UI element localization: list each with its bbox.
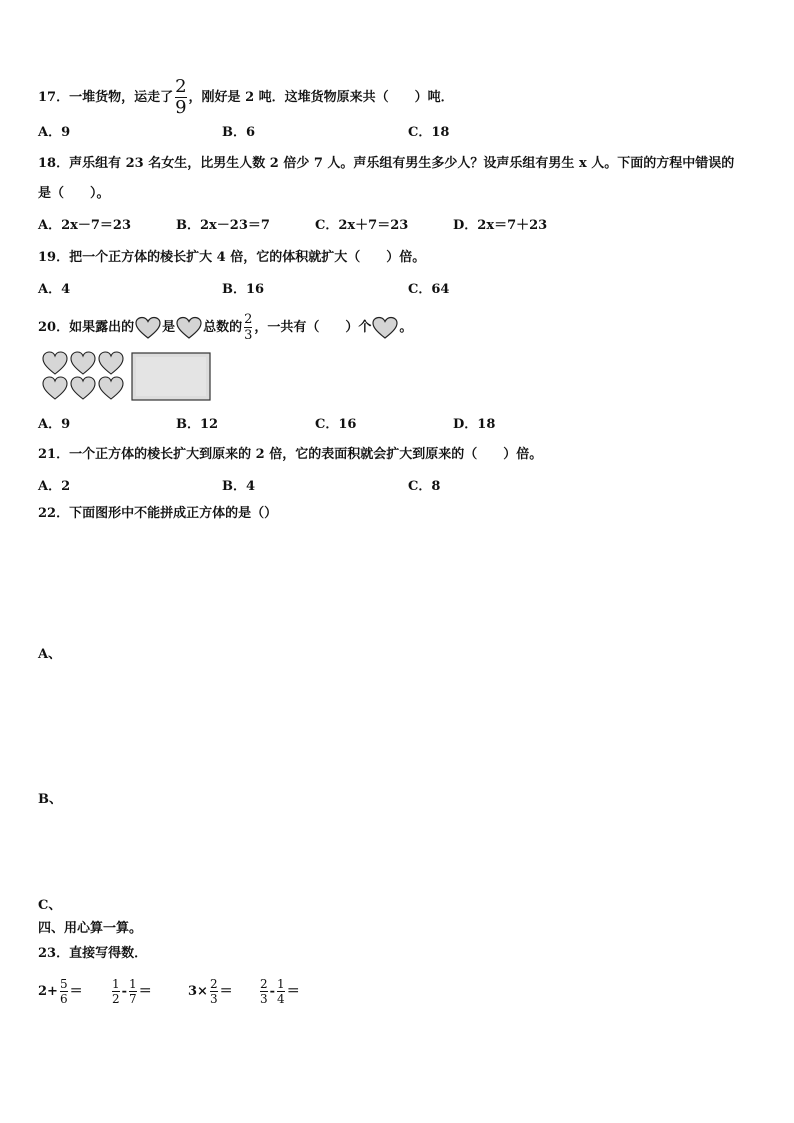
frac-den: 6 xyxy=(59,992,68,1006)
expr-prefix: 2+ xyxy=(38,984,58,999)
q23-expr-4 xyxy=(258,978,300,1005)
q21-option-b[interactable]: B．4 xyxy=(222,479,256,494)
q22-option-a[interactable]: A、 xyxy=(38,647,62,662)
q18-option-b[interactable]: B．2x－23＝7 xyxy=(176,218,270,233)
q21-option-c[interactable]: C．8 xyxy=(408,479,441,494)
q20-stem xyxy=(38,313,412,342)
q23-expr-1 xyxy=(38,978,83,1005)
q18-option-c[interactable]: C．2x＋7＝23 xyxy=(315,218,409,233)
fraction xyxy=(210,978,218,1005)
q23-expr-2 xyxy=(110,978,152,1005)
q22-option-c[interactable]: C、 xyxy=(38,898,62,913)
q17-frac-den: 9 xyxy=(175,97,187,118)
q18-option-d[interactable]: D．2x＝7＋23 xyxy=(453,218,548,233)
frac-num: 2 xyxy=(209,977,218,991)
section-heading: 四、用心算一算。 xyxy=(38,921,143,936)
expr-prefix: 3× xyxy=(188,984,208,999)
q17-option-a[interactable]: A．9 xyxy=(38,125,71,140)
fraction xyxy=(277,978,285,1005)
heart-icon xyxy=(371,316,399,340)
frac-num: 1 xyxy=(129,977,137,991)
q20-frac-num: 2 xyxy=(244,312,253,327)
q19-option-c[interactable]: C．64 xyxy=(408,282,450,297)
operator: - xyxy=(269,984,276,999)
q22-option-b[interactable]: B、 xyxy=(38,792,62,807)
q18-stem-line1: 18．声乐组有 23 名女生，比男生人数 2 倍少 7 人。声乐组有男生多少人？设声乐组有男生 x 人。下面的方程中错误的 xyxy=(38,156,735,171)
operator: - xyxy=(121,984,128,999)
heart-icon xyxy=(99,377,123,399)
q17-text-after: ，刚好是 2 吨．这堆货物原来共（ ）吨． xyxy=(188,90,454,105)
q19-option-b[interactable]: B．16 xyxy=(222,282,265,297)
q17-fraction xyxy=(175,78,186,117)
q22-stem: 22．下面图形中不能拼成正方体的是（） xyxy=(38,506,278,521)
q17-option-c[interactable]: C．18 xyxy=(408,125,450,140)
frac-den: 2 xyxy=(112,992,120,1006)
q17-text-before: 17．一堆货物，运走了 xyxy=(38,90,174,105)
frac-num: 2 xyxy=(260,977,268,991)
q19-stem: 19．把一个正方体的棱长扩大 4 倍，它的体积就扩大（ ）倍。 xyxy=(38,250,426,265)
heart-icon xyxy=(71,352,95,374)
heart-icon xyxy=(175,316,203,340)
heart-icon xyxy=(43,352,67,374)
q20-heart-figure xyxy=(40,349,215,404)
equals-sign: ＝ xyxy=(69,984,83,999)
q21-stem: 21．一个正方体的棱长扩大到原来的 2 倍，它的表面积就会扩大到原来的（ ）倍。 xyxy=(38,447,543,462)
q17-frac-num: 2 xyxy=(175,76,187,97)
equals-sign: ＝ xyxy=(138,984,152,999)
q20-text-1: 20．如果露出的 xyxy=(38,320,135,335)
q17-option-b[interactable]: B．6 xyxy=(222,125,256,140)
q20-fraction xyxy=(244,313,252,342)
q20-option-c[interactable]: C．16 xyxy=(315,417,357,432)
heart-icon xyxy=(43,377,67,399)
equals-sign: ＝ xyxy=(219,984,233,999)
q20-option-a[interactable]: A．9 xyxy=(38,417,71,432)
equals-sign: ＝ xyxy=(286,984,300,999)
fraction xyxy=(260,978,268,1005)
fraction xyxy=(112,978,120,1005)
frac-num: 1 xyxy=(112,977,120,991)
q20-option-b[interactable]: B．12 xyxy=(176,417,219,432)
q23-stem: 23．直接写得数． xyxy=(38,946,148,961)
fraction xyxy=(129,978,137,1005)
q20-option-d[interactable]: D．18 xyxy=(453,417,496,432)
frac-den: 7 xyxy=(129,992,137,1006)
q17-stem xyxy=(38,78,454,117)
q21-option-a[interactable]: A．2 xyxy=(38,479,71,494)
frac-den: 3 xyxy=(209,992,218,1006)
q23-expr-3 xyxy=(188,978,233,1005)
heart-icon xyxy=(99,352,123,374)
frac-den: 3 xyxy=(260,992,268,1006)
frac-num: 1 xyxy=(277,977,285,991)
q19-option-a[interactable]: A．4 xyxy=(38,282,71,297)
q20-frac-den: 3 xyxy=(244,328,253,343)
fraction xyxy=(60,978,68,1005)
heart-icon xyxy=(71,377,95,399)
heart-icon xyxy=(134,316,162,340)
q18-stem-line2: 是（ ）。 xyxy=(38,186,110,201)
frac-den: 4 xyxy=(277,992,285,1006)
q18-option-a[interactable]: A．2x－7＝23 xyxy=(38,218,132,233)
q20-text-4: ，一共有（ ）个 xyxy=(254,320,372,335)
q20-text-2: 是 xyxy=(162,320,176,335)
q20-text-3: 总数的 xyxy=(203,320,243,335)
q20-text-5: 。 xyxy=(399,320,413,335)
frac-num: 5 xyxy=(59,977,68,991)
